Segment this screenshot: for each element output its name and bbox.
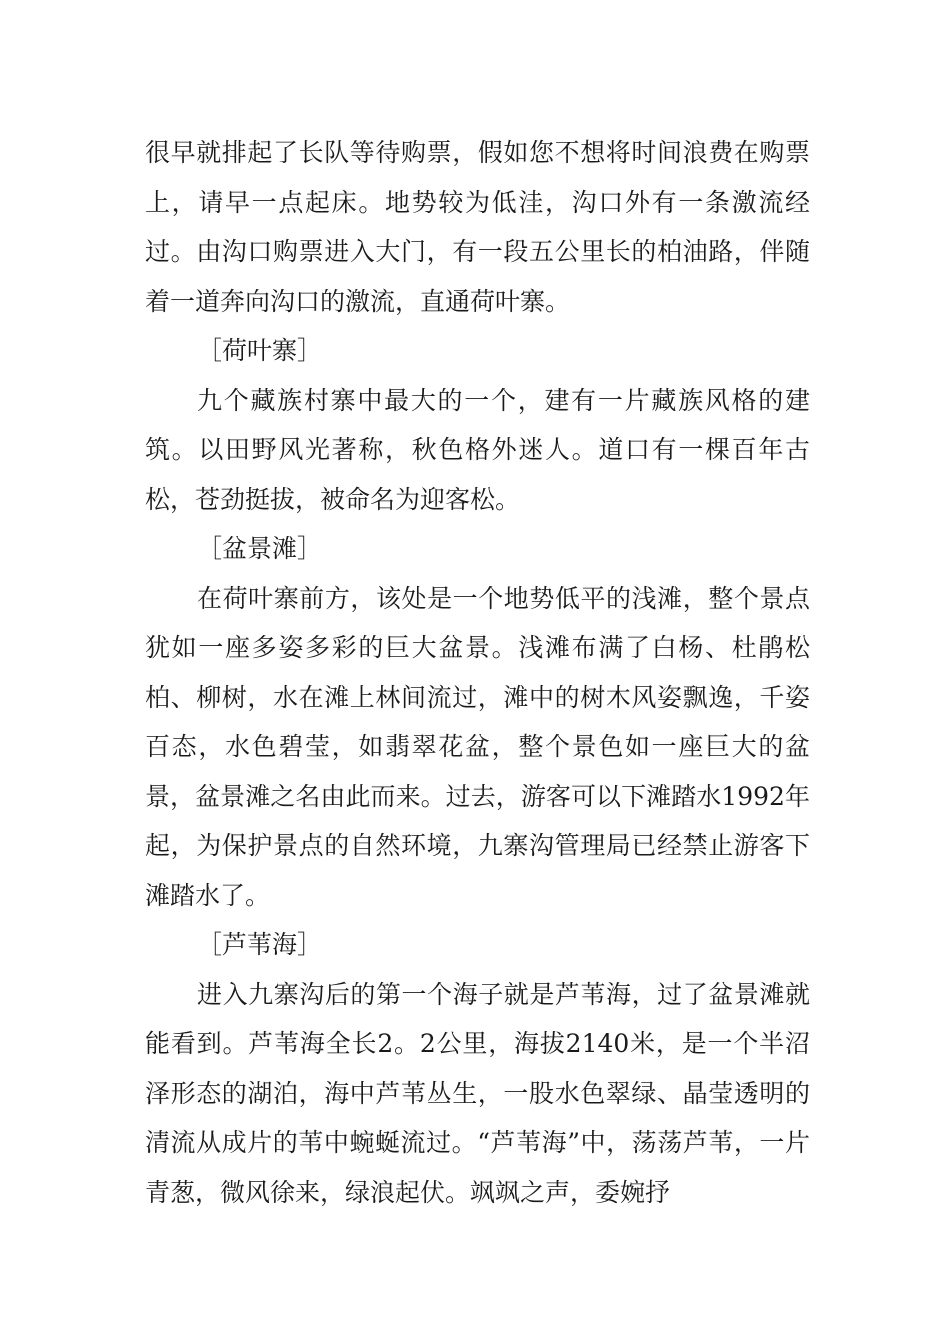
section-heading-heyezhai: ［荷叶寨］ bbox=[197, 336, 323, 365]
paragraph-penjingtan: 在荷叶寨前方，该处是一个地势低平的浅滩，整个景点犹如一座多姿多彩的巨大盆景。浅滩布满了白杨、杜鹃松柏、柳树，水在滩上林间流过，滩中的树木风姿飘逸，千姿百态，水色碧莹，如翡翠花盆，整个景色如一座巨大的盆景，盆景滩之名由此而来。过去，游客可以下滩踏水1992年起，为保护景点的自然环境，九寨沟管理局已经禁止游客下滩踏水了。 bbox=[145, 583, 810, 910]
section-heading-luweihai: ［芦苇海］ bbox=[197, 930, 323, 959]
paragraph-luweihai: 进入九寨沟后的第一个海子就是芦苇海，过了盆景滩就能看到。芦苇海全长2。2公里，海拔2140米，是一个半沼泽形态的湖泊，海中芦苇丛生，一股水色翠绿、晶莹透明的清流从成片的苇中蜿蜒流过。“芦苇海”中，荡荡芦苇，一片青葱，微风徐来，绿浪起伏。飒飒之声，委婉抒 bbox=[145, 979, 810, 1207]
paragraph-intro: 很早就排起了长队等待购票，假如您不想将时间浪费在购票上，请早一点起床。地势较为低洼，沟口外有一条激流经过。由沟口购票进入大门，有一段五公里长的柏油路，伴随着一道奔向沟口的激流，直通荷叶寨。 bbox=[145, 138, 810, 316]
paragraph-heyezhai: 九个藏族村寨中最大的一个，建有一片藏族风格的建筑。以田野风光著称，秋色格外迷人。道口有一棵百年古松，苍劲挺拔，被命名为迎客松。 bbox=[145, 385, 810, 514]
section-heading-penjingtan: ［盆景滩］ bbox=[197, 534, 323, 563]
document-body bbox=[145, 128, 810, 1217]
